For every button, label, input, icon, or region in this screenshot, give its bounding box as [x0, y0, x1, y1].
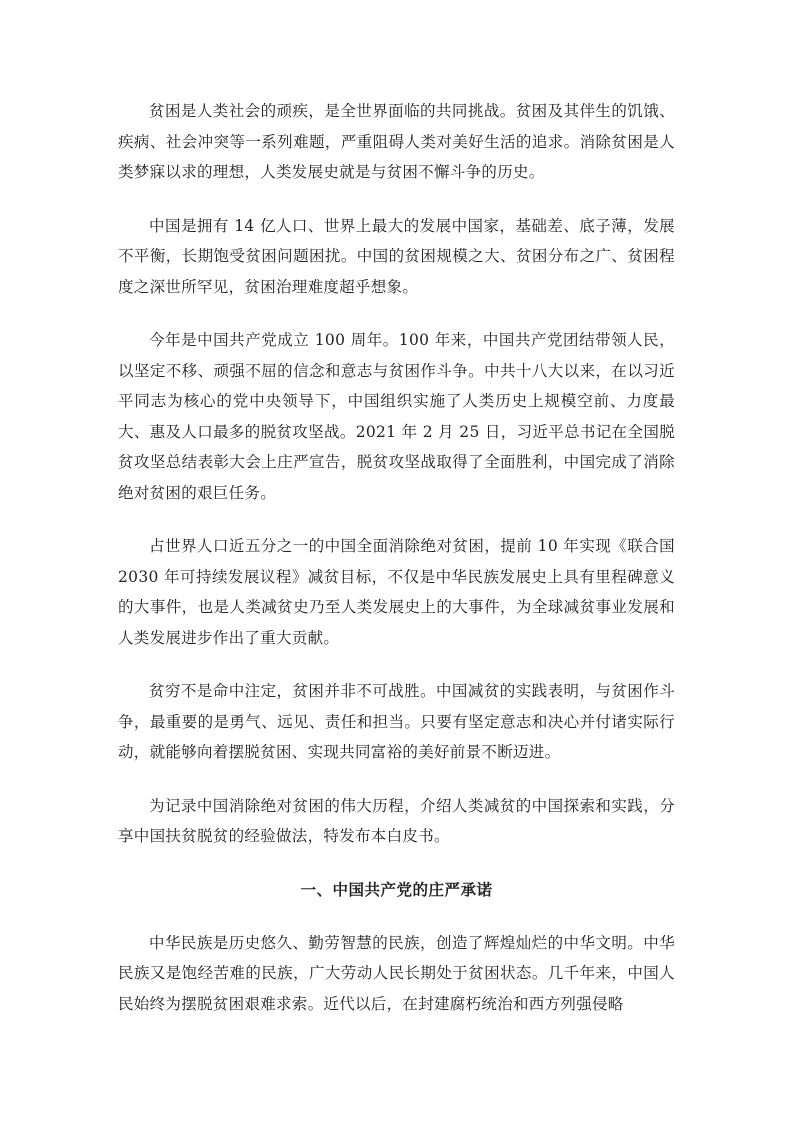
section-heading: 一、中国共产党的庄严承诺: [300, 880, 493, 899]
paragraph-6: 为记录中国消除绝对贫困的伟大历程，介绍人类减贫的中国探索和实践，分享中国扶贫脱贫的经验做法，特发布本白皮书。: [118, 796, 675, 845]
document-body: [118, 96, 675, 1042]
paragraph-5: 贫穷不是命中注定，贫困并非不可战胜。中国减贫的实践表明，与贫困作斗争，最重要的是勇气、远见、责任和担当。只要有坚定意志和决心并付诸实际行动，就能够向着摆脱贫困、实现共同富裕的美好前景不断迈进。: [118, 682, 675, 761]
section-paragraph-1: 中华民族是历史悠久、勤劳智慧的民族，创造了辉煌灿烂的中华文明。中华民族又是饱经苦难的民族，广大劳动人民长期处于贫困状态。几千年来，中国人民始终为摆脱贫困艰难求索。近代以后，在封建腐朽统治和西方列强侵略: [118, 933, 675, 1013]
paragraph-4: 占世界人口近五分之一的中国全面消除绝对贫困，提前 10 年实现《联合国 2030 年可持续发展议程》减贫目标，不仅是中华民族发展史上具有里程碑意义的大事件，也是人类减贫史乃至人类发展史上的大事件，为全球减贫事业发展和人类发展进步作出了重大贡献。: [118, 537, 675, 647]
paragraph-1: 贫困是人类社会的顽疾，是全世界面临的共同挑战。贫困及其伴生的饥饿、疾病、社会冲突等一系列难题，严重阻碍人类对美好生活的追求。消除贫困是人类梦寐以求的理想，人类发展史就是与贫困不懈斗争的历史。: [118, 102, 675, 181]
paragraph-2: 中国是拥有 14 亿人口、世界上最大的发展中国家，基础差、底子薄，发展不平衡，长期饱受贫困问题困扰。中国的贫困规模之大、贫困分布之广、贫困程度之深世所罕见，贫困治理难度超乎想象。: [118, 216, 675, 296]
paragraph-3: 今年是中国共产党成立 100 周年。100 年来，中国共产党团结带领人民，以坚定不移、顽强不屈的信念和意志与贫困作斗争。中共十八大以来，在以习近平同志为核心的党中央领导下，中国组织实施了人类历史上规模空前、力度最大、惠及人口最多的脱贫攻坚战。2021 年 2 月 25 日，习近平总书记在全国脱贫攻坚总结表彰大会上庄严宣告，脱贫攻坚战取得了全面胜利，中国完成了消除绝对贫困的艰巨任务。: [118, 331, 675, 502]
